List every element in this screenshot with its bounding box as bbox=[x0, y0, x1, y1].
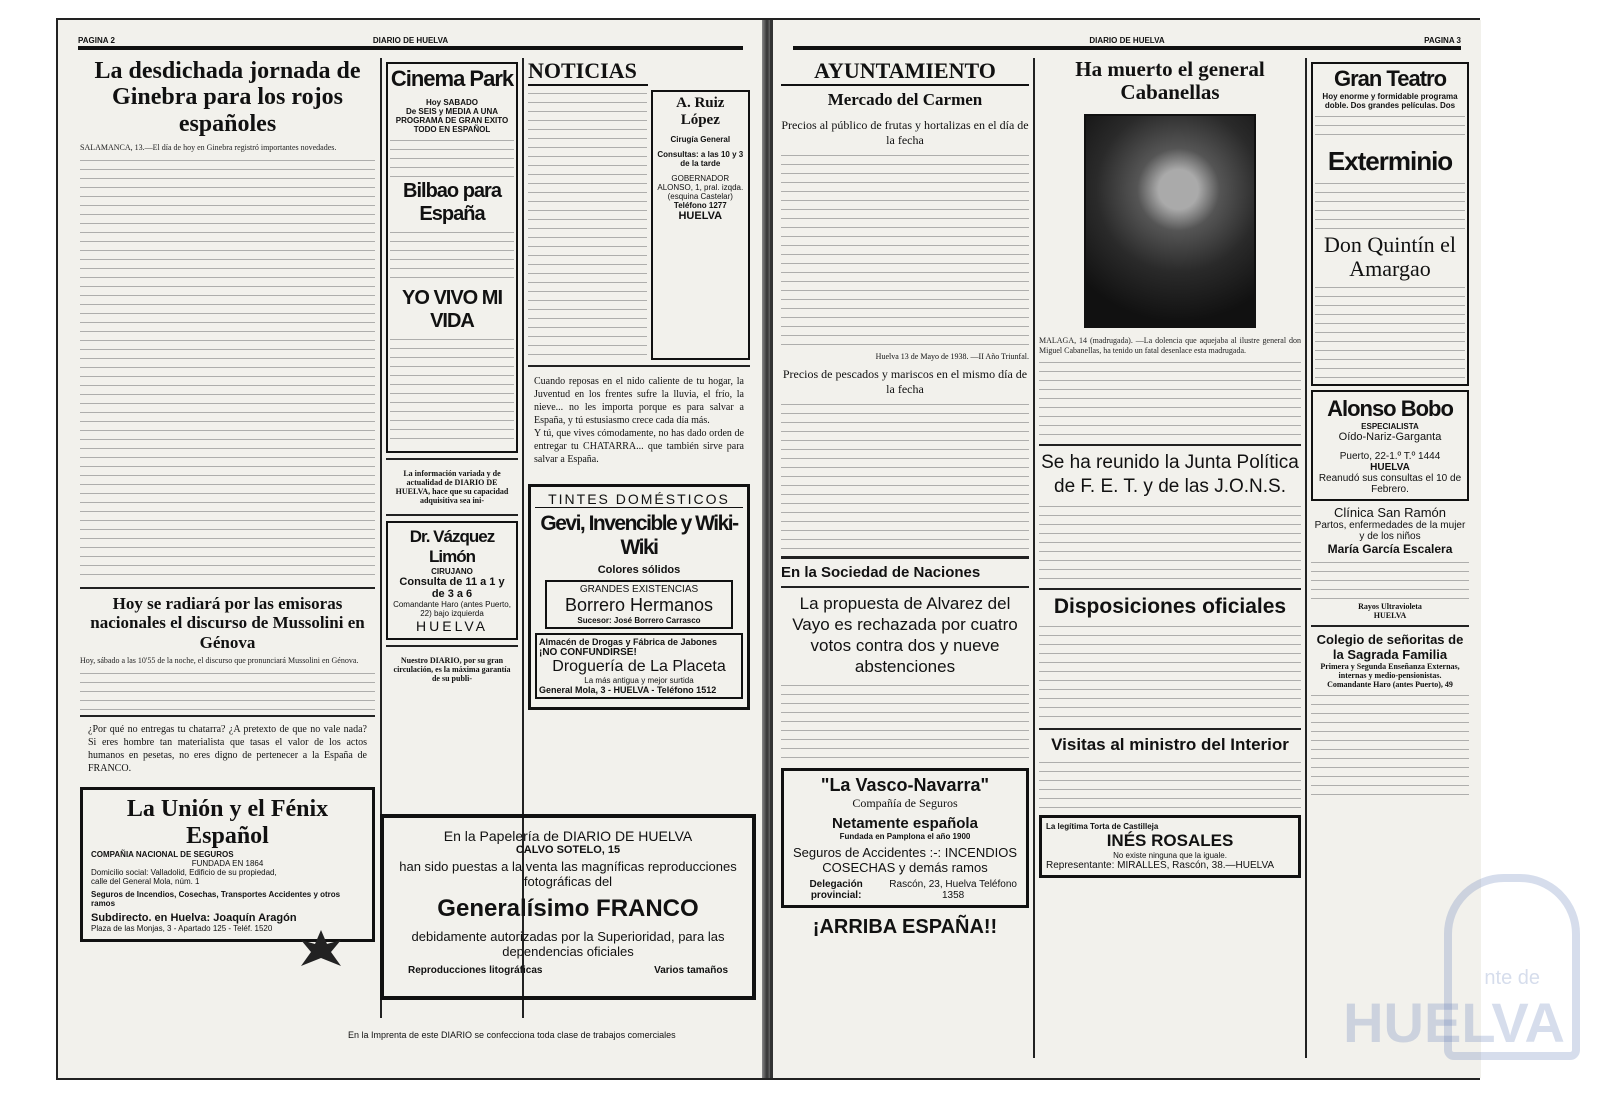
vasco-line: Compañía de Seguros bbox=[852, 795, 958, 810]
newspaper-spread bbox=[58, 20, 1478, 1078]
watermark-huelva: HUELVA bbox=[1343, 991, 1565, 1054]
vasco-line: Fundada en Pamplona el año 1900 bbox=[839, 831, 971, 841]
right-col-2 bbox=[1039, 58, 1301, 1048]
cabanellas-headline: Ha muerto el general Cabanellas bbox=[1075, 58, 1265, 105]
right-page bbox=[770, 20, 1481, 1078]
bobo-line: ESPECIALISTA bbox=[1361, 422, 1419, 432]
left-footer: En la Imprenta de este DIARIO se confecciona toda clase de trabajos comerciales bbox=[348, 1030, 676, 1040]
fecha: Huelva 13 de Mayo de 1938. —II Año Triunfal. bbox=[875, 351, 1029, 361]
clinica-doctor: María García Escalera bbox=[1327, 542, 1453, 557]
info-box: La información variada y de actualidad de DIARIO DE HUELVA, hace que su capacidad adquisitiva sea ini- bbox=[395, 469, 509, 505]
bobo-line: Oído-Nariz-Garganta bbox=[1338, 431, 1442, 444]
headline-ginebra: La desdichada jornada de Ginebra para los rojos españoles bbox=[94, 58, 361, 137]
masthead: DIARIO DE HUELVA bbox=[372, 36, 449, 45]
franco-line: debidamente autorizadas por la Superioridad, para las dependencias oficiales bbox=[411, 929, 725, 959]
gran-teatro-title: Gran Teatro bbox=[1333, 66, 1447, 91]
franco-line: En la Papelería de DIARIO DE HUELVA bbox=[443, 828, 693, 844]
clinica-title: Clínica San Ramón bbox=[1334, 505, 1446, 521]
alvarez-vayo-headline: La propuesta de Alvarez del Vayo es rechazada por cuatro votos contra dos y nueve abstenciones bbox=[792, 593, 1018, 677]
union-fenix-ad bbox=[80, 787, 375, 942]
drogueria-line: La más antigua y mejor surtida bbox=[584, 676, 694, 685]
phoenix-icon bbox=[297, 926, 345, 974]
union-fenix-title: La Unión y el Fénix Español bbox=[126, 796, 329, 849]
tintes-brand: Gevi, Invencible y Wiki-Wiki bbox=[540, 512, 738, 559]
colegio-line: Comandante Haro (antes Puerto), 49 bbox=[1327, 680, 1453, 690]
vasco-navarra-ad bbox=[781, 768, 1029, 908]
cabanellas-text: MALAGA, 14 (madrugada). —La dolencia que aquejaba al ilustre general don Miguel Cabanellas, ha tenido un fatal desenlace esta madrugada. bbox=[1039, 336, 1301, 355]
visitas-headline: Visitas al ministro del Interior bbox=[1051, 734, 1289, 754]
torta-line: La legítima Torta de Castilleja bbox=[1046, 821, 1159, 831]
left-col-3 bbox=[528, 58, 750, 798]
bobo-line: Puerto, 22-1.º T.º 1444 bbox=[1339, 451, 1441, 463]
article-body-ginebra bbox=[80, 157, 375, 582]
cinema-line: PROGRAMA DE GRAN EXITO TODO EN ESPAÑOL bbox=[395, 116, 509, 134]
vasco-line: Seguros de Accidentes :-: INCENDIOS bbox=[793, 844, 1017, 860]
right-page-header bbox=[793, 38, 1461, 50]
torta-line: Representante: MIRALLES, Rascón, 38.—HUELVA bbox=[1046, 859, 1275, 871]
ad-line: FUNDADA EN 1864 bbox=[191, 859, 264, 868]
drogueria-line: ¡NO CONFUNDIRSE! bbox=[539, 647, 637, 658]
article-body-mussolini bbox=[80, 670, 375, 710]
vasco-line: "La Vasco-Navarra" bbox=[820, 774, 990, 795]
ad-line: Seguros de Incendios, Cosechas, Transportes Accidentes y otros ramos bbox=[91, 890, 341, 908]
mercado-title: Mercado del Carmen bbox=[827, 90, 983, 109]
ruiz-lopez-ad bbox=[651, 90, 750, 360]
left-col-1 bbox=[80, 58, 375, 1058]
cinema-park-ad bbox=[386, 62, 518, 453]
clinica-line: Partos, enfermedades de la mujer y de los niños bbox=[1314, 520, 1466, 543]
right-col-1 bbox=[781, 58, 1029, 1073]
franco-line: Reproducciones litográficas bbox=[408, 965, 543, 976]
headline-mussolini: Hoy se radiará por las emisoras nacionales el discurso de Mussolini en Génova bbox=[90, 593, 365, 652]
film-exterminio: Exterminio bbox=[1327, 146, 1453, 176]
cabanellas-photo bbox=[1084, 114, 1256, 328]
colegio-title: Colegio de señoritas de la Sagrada Familia bbox=[1316, 632, 1464, 663]
right-col-3 bbox=[1311, 58, 1469, 1058]
drogueria-line: Almacén de Drogas y Fábrica de Jabones bbox=[539, 637, 718, 647]
borrero-line: GRANDES EXISTENCIAS bbox=[579, 584, 699, 595]
gran-teatro-ad bbox=[1311, 62, 1469, 386]
page-number: PAGINA 3 bbox=[1424, 36, 1461, 45]
drogueria-line: Droguería de La Placeta bbox=[552, 658, 726, 675]
masthead: DIARIO DE HUELVA bbox=[1089, 36, 1165, 45]
ruiz-line: GOBERNADOR ALONSO, 1, pral. izqda. (esquina Castelar) bbox=[657, 174, 744, 201]
nuestro-diario-box: Nuestro DIARIO, por su gran circulación, es la máxima garantía de su publi- bbox=[393, 656, 511, 683]
bobo-line: HUELVA bbox=[1370, 462, 1410, 474]
mussolini-sub: Hoy, sábado a las 10'55 de la noche, el discurso que pronunciará Mussolini en Génova. bbox=[80, 656, 359, 666]
torta-brand: INÉS ROSALES bbox=[1106, 830, 1234, 850]
dateline: SALAMANCA, 13.—El día de hoy en Ginebra registró importantes novedades. bbox=[80, 143, 337, 153]
vazquez-limon-ad bbox=[386, 521, 518, 640]
doctor-line: Comandante Haro (antes Puerto, 22) bajo izquierda bbox=[393, 600, 511, 618]
left-page bbox=[58, 20, 766, 1078]
franco-line: Varios tamaños bbox=[654, 965, 728, 976]
ad-line: Plaza de las Monjas, 3 - Apartado 125 - Teléf. 1520 bbox=[91, 924, 273, 933]
junta-politica-headline: Se ha reunido la Junta Política de F. E. T. y de las J.O.N.S. bbox=[1041, 452, 1299, 498]
ruiz-name: A. Ruiz López bbox=[676, 95, 725, 128]
drogueria-line: General Mola, 3 - HUELVA - Teléfono 1512 bbox=[539, 685, 717, 695]
alonso-bobo-ad bbox=[1311, 390, 1469, 501]
film-bilbao: Bilbao para España bbox=[403, 180, 501, 225]
chatarra-question: ¿Por qué no entregas tu chatarra? ¿A pretexto de que no vale nada? Si eres hombre tan materialista que tasas el valor de los actos humanos en pesetas, no eres digno de pertenecer a la España de FRANCO. bbox=[88, 724, 367, 774]
film-yo-vivo: YO VIVO MI VIDA bbox=[401, 287, 503, 332]
clinica-line: Rayos Ultravioleta bbox=[1358, 602, 1422, 612]
cinema-line: Hoy SABADO bbox=[425, 98, 478, 107]
arriba-espana: ¡ARRIBA ESPAÑA!! bbox=[812, 915, 998, 938]
franco-ad bbox=[380, 814, 756, 1000]
left-page-header bbox=[78, 38, 743, 50]
ines-rosales-ad bbox=[1039, 815, 1301, 878]
cinema-park-title: Cinema Park bbox=[390, 66, 514, 91]
ruiz-line: HUELVA bbox=[678, 210, 723, 222]
franco-line: CALVO SOTELO, 15 bbox=[515, 844, 621, 856]
ruiz-line: Consultas: a las 10 y 3 de la tarde bbox=[657, 150, 744, 168]
disposiciones-headline: Disposiciones oficiales bbox=[1053, 594, 1287, 618]
teatro-line: Hoy enorme y formidable programa doble. Dos grandes películas. Dos bbox=[1322, 92, 1458, 110]
film-don-quintin: Don Quintín el Amargao bbox=[1324, 232, 1456, 282]
franco-line: Generalísimo FRANCO bbox=[437, 895, 699, 922]
vasco-line: Delegación provincial: bbox=[809, 878, 863, 901]
borrero-line: Sucesor: José Borrero Carrasco bbox=[577, 616, 701, 625]
noticias-title: NOTICIAS bbox=[528, 58, 648, 86]
borrero-line: Borrero Hermanos bbox=[564, 595, 714, 615]
cinema-line: De SEIS y MEDIA A UNA bbox=[405, 107, 498, 116]
bobo-line: Reanudó sus consultas el 10 de Febrero. bbox=[1318, 473, 1462, 496]
franco-line: han sido puestas a la venta las magníficas reproducciones fotográficas del bbox=[399, 859, 737, 889]
doctor-line: Consulta de 11 a 1 y de 3 a 6 bbox=[399, 576, 505, 600]
ruiz-line: Cirugía General bbox=[670, 135, 731, 144]
ruiz-line: Teléfono 1277 bbox=[673, 201, 727, 210]
drogueria-box bbox=[535, 633, 743, 699]
doctor-line: CIRUJANO bbox=[431, 567, 473, 576]
clinica-line: HUELVA bbox=[1373, 611, 1407, 621]
doctor-line: HUELVA bbox=[416, 618, 488, 634]
tintes-sub: Colores sólidos bbox=[597, 564, 681, 576]
sociedad-naciones: En la Sociedad de Naciones bbox=[781, 563, 981, 581]
precios-frutas: Precios al público de frutas y hortalizas en el día de la fecha bbox=[781, 117, 1029, 147]
ad-line: Subdirecto. en Huelva: Joaquín Aragón bbox=[91, 912, 297, 924]
watermark-small: nte de bbox=[1484, 967, 1540, 989]
page-number: PAGINA 2 bbox=[78, 36, 115, 45]
ad-line: COMPAÑIA NACIONAL DE SEGUROS bbox=[91, 850, 234, 859]
vasco-line: Rascón, 23, Huelva Teléfono 1358 bbox=[889, 878, 1017, 901]
precios-pescados: Precios de pescados y mariscos en el mismo día de la fecha bbox=[782, 366, 1028, 396]
borrero-box bbox=[545, 580, 733, 629]
ad-line: Domicilio social: Valladolid, Edificio de su propiedad, calle del General Mola, núm. 1 bbox=[91, 868, 277, 886]
tintes-title: TINTES DOMÉSTICOS bbox=[535, 491, 743, 508]
tintes-ad bbox=[528, 484, 750, 710]
torta-line: No existe ninguna que la iguale. bbox=[1113, 850, 1227, 860]
bobo-name: Alonso Bobo bbox=[1327, 396, 1453, 422]
vasco-line: COSECHAS y demás ramos bbox=[822, 859, 988, 875]
chatarra-text: Cuando reposas en el nido caliente de tu hogar, la Juventud en los frentes sufre la lluvia, el frío, la nieve... no les importa porque es para salvar a España, y tú estusiasmo crece cada día más. Y tú, que vives cómodamente, no has dado orden de entregar tu CHATARRA... que también sirve para salvar a España. bbox=[534, 376, 744, 465]
colegio-line: Primera y Segunda Enseñanza Externas, internas y medio-pensionistas. bbox=[1320, 662, 1460, 681]
doctor-name: Dr. Vázquez Limón bbox=[409, 527, 495, 566]
vasco-line: Netamente española bbox=[832, 814, 978, 832]
ayuntamiento-title: AYUNTAMIENTO bbox=[781, 58, 1029, 86]
